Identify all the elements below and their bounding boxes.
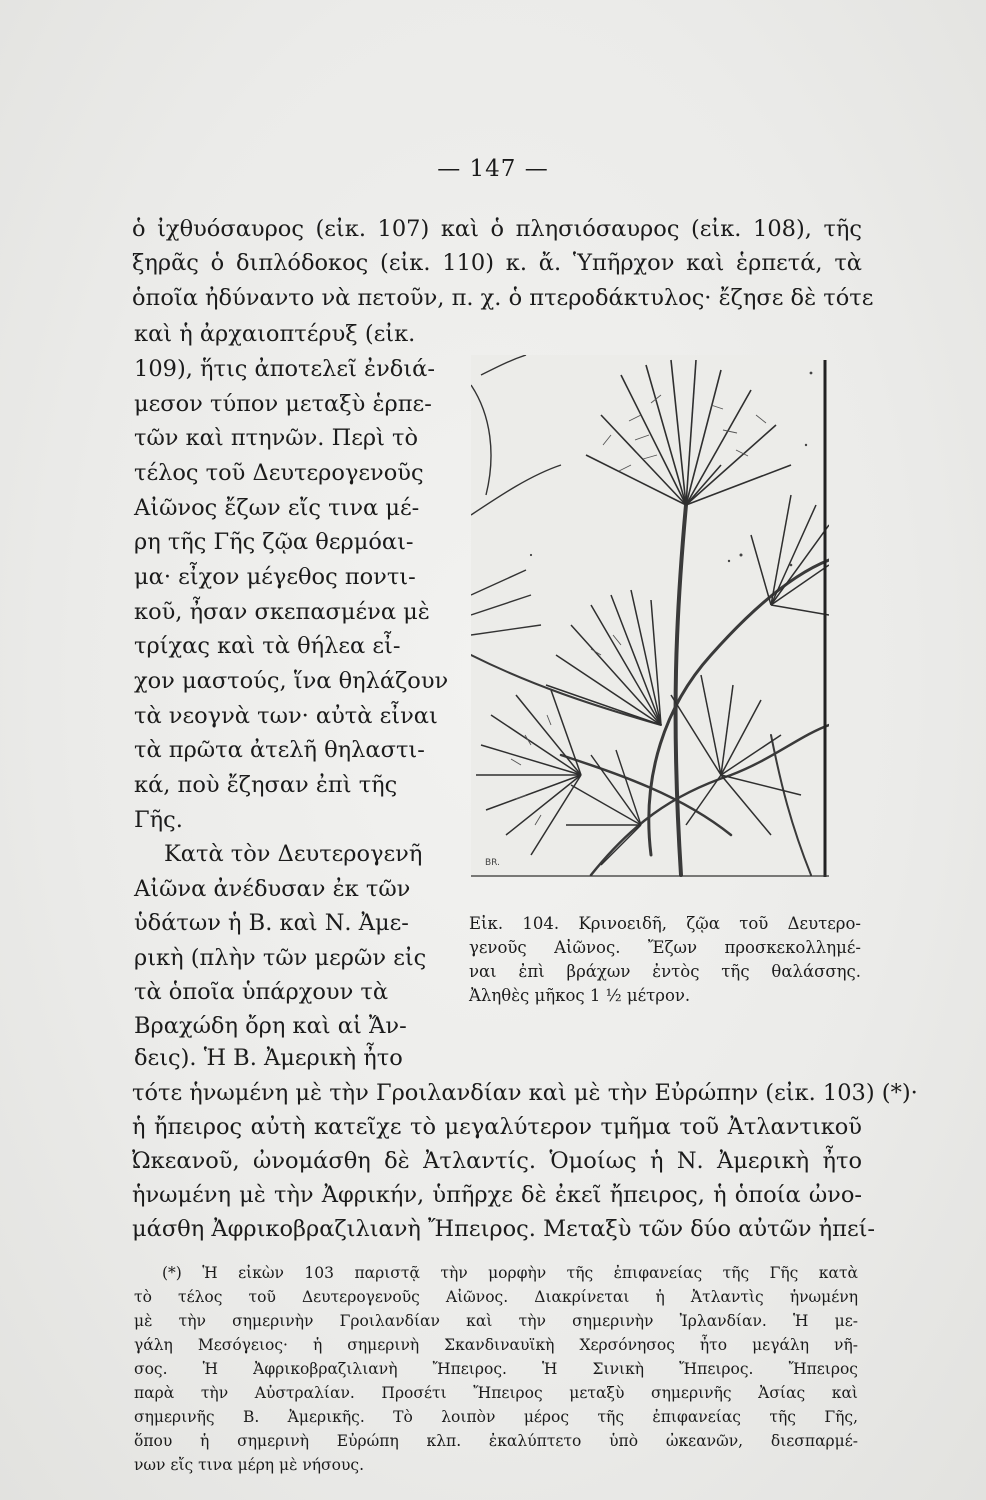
page-number: — 147 — — [437, 156, 549, 182]
text-line: Βραχώδη ὄρη καὶ αἱ Ἄν- — [134, 1013, 407, 1039]
footnote-line: μὲ τὴν σημερινὴν Γροιλανδίαν καὶ τὴν σημερινὴν Ἰρλανδίαν. Ἡ με- — [134, 1312, 858, 1330]
figure-signature: BR. — [485, 858, 500, 868]
text-line: κοῦ, ἦσαν σκεπασμένα μὲ — [134, 599, 430, 625]
text-line: Κατὰ τὸν Δευτερογενῆ — [164, 841, 423, 867]
text-line: κά, ποὺ ἔζησαν ἐπὶ τῆς — [134, 772, 398, 798]
footnote-line: νων εἴς τινα μέρη μὲ νήσους. — [134, 1456, 364, 1474]
footnote-line: σος. Ἡ Ἀφρικοβραζιλιανὴ Ἤπειρος. Ἡ Σινικὴ Ἤπειρος. Ἤπειρος — [134, 1360, 858, 1378]
text-line: μάσθη Ἀφρικοβραζιλιανὴ Ἤπειρος. Μεταξὺ τῶν δύο αὐτῶν ἠπεί- — [132, 1216, 876, 1242]
text-line: Αἰῶνος ἔζων εἴς τινα μέ- — [134, 495, 420, 521]
text-line: Ὠκεανοῦ, ὠνομάσθη δὲ Ἀτλαντίς. Ὁμοίως ἡ Ν. Ἀμερικὴ ἦτο — [132, 1148, 862, 1174]
figure-caption-line: ναι ἐπὶ βράχων ἐντὸς τῆς θαλάσσης. — [469, 962, 861, 981]
figure-caption-line: Ἀληθὲς μῆκος 1 ½ μέτρον. — [469, 986, 691, 1005]
text-line: δεις). Ἡ Β. Ἀμερικὴ ἦτο — [134, 1045, 403, 1071]
text-line: ἡ ἤπειρος αὐτὴ κατεῖχε τὸ μεγαλύτερον τμῆμα τοῦ Ἀτλαντικοῦ — [132, 1114, 862, 1140]
text-line: Γῆς. — [134, 807, 183, 833]
text-line: ρη τῆς Γῆς ζῷα θερμόαι- — [134, 529, 414, 555]
text-line: ἡνωμένη μὲ τὴν Ἀφρικήν, ὑπῆρχε δὲ ἐκεῖ ἤπειρος, ἡ ὁποία ὠνο- — [132, 1182, 862, 1208]
footnote-line: (*) Ἡ εἰκὼν 103 παριστᾷ τὴν μορφὴν τῆς ἐπιφανείας τῆς Γῆς κατὰ — [162, 1264, 858, 1282]
text-line: χον μαστούς, ἵνα θηλάζουν — [134, 668, 449, 694]
footnote-line: τὸ τέλος τοῦ Δευτερογενοῦς Αἰῶνος. Διακρίνεται ἡ Ἀτλαντὶς ἡνωμένη — [134, 1288, 858, 1306]
text-line: τέλος τοῦ Δευτερογενοῦς — [134, 460, 424, 486]
text-line: ὑδάτων ἡ Β. καὶ Ν. Ἀμε- — [134, 910, 409, 936]
text-line: καὶ ἡ ἀρχαιοπτέρυξ (εἰκ. — [134, 321, 416, 347]
text-line: ὁποῖα ἠδύναντο νὰ πετοῦν, π. χ. ὁ πτεροδάκτυλος· ἔζησε δὲ τότε — [132, 285, 874, 311]
figure-caption-line: γενοῦς Αἰῶνος. Ἔζων προσκεκολλημέ- — [469, 938, 861, 957]
text-line: ρικὴ (πλὴν τῶν μερῶν εἰς — [134, 945, 427, 971]
text-line: τότε ἡνωμένη μὲ τὴν Γροιλανδίαν καὶ μὲ τὴν Εὐρώπην (εἰκ. 103) (*)· — [132, 1080, 918, 1106]
text-line: τὰ ὁποῖα ὑπάρχουν τὰ — [134, 979, 389, 1005]
footnote-line: παρὰ τὴν Αὐστραλίαν. Προσέτι Ἤπειρος μεταξὺ σημερινῆς Ἀσίας καὶ — [134, 1384, 858, 1402]
text-line: Αἰῶνα ἀνέδυσαν ἐκ τῶν — [134, 876, 411, 902]
figure-caption-line: Εἰκ. 104. Κρινοειδῆ, ζῷα τοῦ Δευτερο- — [469, 914, 861, 933]
text-line: τρίχας καὶ τὰ θήλεα εἶ- — [134, 633, 401, 659]
crinoid-illustration — [471, 355, 829, 877]
text-line: ὁ ἰχθυόσαυρος (εἰκ. 107) καὶ ὁ πλησιόσαυρος (εἰκ. 108), τῆς — [132, 216, 862, 242]
text-line: 109), ἥτις ἀποτελεῖ ἐνδιά- — [134, 356, 435, 382]
footnote-line: γάλη Μεσόγειος· ἡ σημερινὴ Σκανδιναυϊκὴ Χερσόνησος ἦτο μεγάλη νῆ- — [134, 1336, 858, 1354]
text-line: μα· εἶχον μέγεθος ποντι- — [134, 564, 416, 590]
footnote-line: ὅπου ἡ σημερινὴ Εὐρώπη κλπ. ἐκαλύπτετο ὑπὸ ὠκεανῶν, διεσπαρμέ- — [134, 1432, 858, 1450]
text-line: τῶν καὶ πτηνῶν. Περὶ τὸ — [134, 425, 419, 451]
text-line: μεσον τύπον μεταξὺ ἑρπε- — [134, 391, 432, 417]
text-line: ξηρᾶς ὁ διπλόδοκος (εἰκ. 110) κ. ἄ. Ὑπῆρχον καὶ ἑρπετά, τὰ — [132, 250, 862, 276]
footnote-line: σημερινῆς Β. Ἀμερικῆς. Τὸ λοιπὸν μέρος τῆς ἐπιφανείας τῆς Γῆς, — [134, 1408, 858, 1426]
text-line: τὰ νεογνὰ των· αὐτὰ εἶναι — [134, 703, 438, 729]
text-line: τὰ πρῶτα ἀτελῆ θηλαστι- — [134, 737, 425, 763]
